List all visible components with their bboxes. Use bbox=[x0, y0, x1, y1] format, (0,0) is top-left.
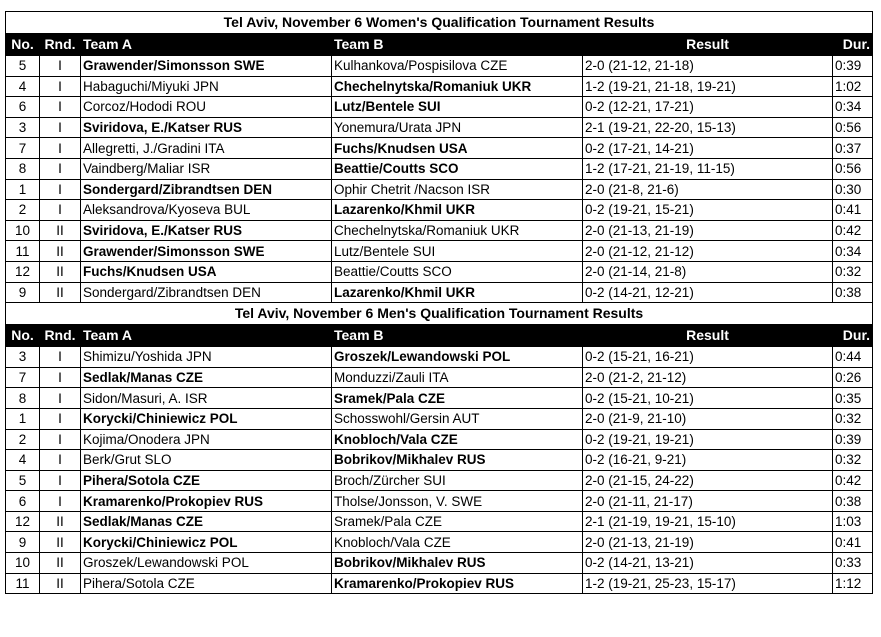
table-row bbox=[6, 220, 873, 241]
round-cell: I bbox=[40, 347, 81, 368]
duration-cell: 0:34 bbox=[833, 97, 873, 118]
table-row bbox=[6, 158, 873, 179]
match-number-cell: 12 bbox=[6, 511, 40, 532]
match-number-cell: 12 bbox=[6, 261, 40, 282]
result-cell: 2-0 (21-14, 21-8) bbox=[583, 261, 833, 282]
section-title: Tel Aviv, November 6 Women's Qualification Tournament Results bbox=[6, 12, 873, 34]
header-result: Result bbox=[583, 34, 833, 56]
duration-cell: 0:34 bbox=[833, 241, 873, 262]
result-cell: 0-2 (14-21, 13-21) bbox=[583, 553, 833, 574]
team-b-cell: Yonemura/Urata JPN bbox=[332, 117, 583, 138]
match-number-cell: 11 bbox=[6, 241, 40, 262]
section-title-row bbox=[6, 303, 873, 325]
section-title-row bbox=[6, 12, 873, 34]
team-a-cell: Habaguchi/Miyuki JPN bbox=[81, 76, 332, 97]
team-a-cell: Fuchs/Knudsen USA bbox=[81, 261, 332, 282]
table-row bbox=[6, 179, 873, 200]
team-a-cell: Allegretti, J./Gradini ITA bbox=[81, 138, 332, 159]
table-row bbox=[6, 450, 873, 471]
table-row bbox=[6, 470, 873, 491]
team-b-cell: Knobloch/Vala CZE bbox=[332, 532, 583, 553]
duration-cell: 0:37 bbox=[833, 138, 873, 159]
duration-cell: 0:44 bbox=[833, 347, 873, 368]
team-b-cell: Tholse/Jonsson, V. SWE bbox=[332, 491, 583, 512]
round-cell: I bbox=[40, 450, 81, 471]
round-cell: II bbox=[40, 573, 81, 594]
team-b-cell: Sramek/Pala CZE bbox=[332, 388, 583, 409]
table-row bbox=[6, 282, 873, 303]
round-cell: II bbox=[40, 241, 81, 262]
result-cell: 2-0 (21-12, 21-12) bbox=[583, 241, 833, 262]
team-b-cell: Bobrikov/Mikhalev RUS bbox=[332, 553, 583, 574]
team-a-cell: Pihera/Sotola CZE bbox=[81, 470, 332, 491]
table-row bbox=[6, 429, 873, 450]
duration-cell: 0:42 bbox=[833, 470, 873, 491]
match-number-cell: 5 bbox=[6, 470, 40, 491]
header-rnd: Rnd. bbox=[40, 325, 81, 347]
duration-cell: 1:03 bbox=[833, 511, 873, 532]
table-row bbox=[6, 117, 873, 138]
team-b-cell: Monduzzi/Zauli ITA bbox=[332, 367, 583, 388]
team-b-cell: Lutz/Bentele SUI bbox=[332, 241, 583, 262]
table-row bbox=[6, 97, 873, 118]
match-number-cell: 2 bbox=[6, 200, 40, 221]
duration-cell: 0:30 bbox=[833, 179, 873, 200]
result-cell: 1-2 (19-21, 21-18, 19-21) bbox=[583, 76, 833, 97]
match-number-cell: 8 bbox=[6, 158, 40, 179]
round-cell: II bbox=[40, 261, 81, 282]
team-a-cell: Sedlak/Manas CZE bbox=[81, 511, 332, 532]
result-cell: 0-2 (15-21, 10-21) bbox=[583, 388, 833, 409]
team-a-cell: Sidon/Masuri, A. ISR bbox=[81, 388, 332, 409]
result-cell: 2-1 (19-21, 22-20, 15-13) bbox=[583, 117, 833, 138]
team-b-cell: Lazarenko/Khmil UKR bbox=[332, 282, 583, 303]
table-row bbox=[6, 56, 873, 77]
team-a-cell: Vaindberg/Maliar ISR bbox=[81, 158, 332, 179]
match-number-cell: 8 bbox=[6, 388, 40, 409]
table-row bbox=[6, 553, 873, 574]
team-b-cell: Lutz/Bentele SUI bbox=[332, 97, 583, 118]
team-b-cell: Kulhankova/Pospisilova CZE bbox=[332, 56, 583, 77]
team-b-cell: Lazarenko/Khmil UKR bbox=[332, 200, 583, 221]
team-b-cell: Ophir Chetrit /Nacson ISR bbox=[332, 179, 583, 200]
team-b-cell: Bobrikov/Mikhalev RUS bbox=[332, 450, 583, 471]
team-a-cell: Grawender/Simonsson SWE bbox=[81, 56, 332, 77]
header-team-a: Team A bbox=[81, 34, 332, 56]
round-cell: II bbox=[40, 511, 81, 532]
match-number-cell: 1 bbox=[6, 179, 40, 200]
round-cell: I bbox=[40, 179, 81, 200]
round-cell: II bbox=[40, 220, 81, 241]
round-cell: I bbox=[40, 470, 81, 491]
duration-cell: 0:33 bbox=[833, 553, 873, 574]
match-number-cell: 1 bbox=[6, 408, 40, 429]
round-cell: I bbox=[40, 491, 81, 512]
team-b-cell: Sramek/Pala CZE bbox=[332, 511, 583, 532]
team-b-cell: Fuchs/Knudsen USA bbox=[332, 138, 583, 159]
team-a-cell: Sviridova, E./Katser RUS bbox=[81, 117, 332, 138]
result-cell: 2-0 (21-13, 21-19) bbox=[583, 532, 833, 553]
round-cell: I bbox=[40, 408, 81, 429]
match-number-cell: 3 bbox=[6, 347, 40, 368]
results-document bbox=[5, 11, 872, 594]
table-row bbox=[6, 388, 873, 409]
team-b-cell: Chechelnytska/Romaniuk UKR bbox=[332, 76, 583, 97]
match-number-cell: 6 bbox=[6, 491, 40, 512]
duration-cell: 0:38 bbox=[833, 282, 873, 303]
match-number-cell: 9 bbox=[6, 282, 40, 303]
round-cell: I bbox=[40, 117, 81, 138]
result-cell: 2-1 (21-19, 19-21, 15-10) bbox=[583, 511, 833, 532]
round-cell: II bbox=[40, 553, 81, 574]
header-rnd: Rnd. bbox=[40, 34, 81, 56]
team-a-cell: Grawender/Simonsson SWE bbox=[81, 241, 332, 262]
duration-cell: 0:41 bbox=[833, 200, 873, 221]
result-cell: 0-2 (17-21, 14-21) bbox=[583, 138, 833, 159]
header-row bbox=[6, 325, 873, 347]
team-a-cell: Korycki/Chiniewicz POL bbox=[81, 532, 332, 553]
duration-cell: 0:39 bbox=[833, 429, 873, 450]
duration-cell: 0:32 bbox=[833, 450, 873, 471]
header-team-b: Team B bbox=[332, 34, 583, 56]
team-a-cell: Sondergard/Zibrandtsen DEN bbox=[81, 282, 332, 303]
team-a-cell: Shimizu/Yoshida JPN bbox=[81, 347, 332, 368]
header-team-a: Team A bbox=[81, 325, 332, 347]
header-no: No. bbox=[6, 325, 40, 347]
team-b-cell: Groszek/Lewandowski POL bbox=[332, 347, 583, 368]
team-a-cell: Corcoz/Hododi ROU bbox=[81, 97, 332, 118]
duration-cell: 0:41 bbox=[833, 532, 873, 553]
team-b-cell: Schosswohl/Gersin AUT bbox=[332, 408, 583, 429]
round-cell: I bbox=[40, 138, 81, 159]
result-cell: 1-2 (19-21, 25-23, 15-17) bbox=[583, 573, 833, 594]
result-cell: 0-2 (16-21, 9-21) bbox=[583, 450, 833, 471]
result-cell: 2-0 (21-2, 21-12) bbox=[583, 367, 833, 388]
table-row bbox=[6, 241, 873, 262]
result-cell: 0-2 (15-21, 16-21) bbox=[583, 347, 833, 368]
match-number-cell: 6 bbox=[6, 97, 40, 118]
header-row bbox=[6, 34, 873, 56]
team-a-cell: Berk/Grut SLO bbox=[81, 450, 332, 471]
match-number-cell: 10 bbox=[6, 553, 40, 574]
team-b-cell: Kramarenko/Prokopiev RUS bbox=[332, 573, 583, 594]
result-cell: 2-0 (21-9, 21-10) bbox=[583, 408, 833, 429]
match-number-cell: 7 bbox=[6, 367, 40, 388]
duration-cell: 0:56 bbox=[833, 158, 873, 179]
round-cell: I bbox=[40, 158, 81, 179]
team-a-cell: Kojima/Onodera JPN bbox=[81, 429, 332, 450]
team-a-cell: Pihera/Sotola CZE bbox=[81, 573, 332, 594]
duration-cell: 0:38 bbox=[833, 491, 873, 512]
match-number-cell: 9 bbox=[6, 532, 40, 553]
table-row bbox=[6, 511, 873, 532]
result-cell: 0-2 (14-21, 12-21) bbox=[583, 282, 833, 303]
result-cell: 0-2 (19-21, 15-21) bbox=[583, 200, 833, 221]
duration-cell: 0:32 bbox=[833, 261, 873, 282]
duration-cell: 0:26 bbox=[833, 367, 873, 388]
match-number-cell: 11 bbox=[6, 573, 40, 594]
duration-cell: 1:12 bbox=[833, 573, 873, 594]
table-row bbox=[6, 367, 873, 388]
table-row bbox=[6, 138, 873, 159]
section-title: Tel Aviv, November 6 Men's Qualification Tournament Results bbox=[6, 303, 873, 325]
team-a-cell: Sviridova, E./Katser RUS bbox=[81, 220, 332, 241]
team-a-cell: Groszek/Lewandowski POL bbox=[81, 553, 332, 574]
result-cell: 2-0 (21-8, 21-6) bbox=[583, 179, 833, 200]
round-cell: I bbox=[40, 388, 81, 409]
match-number-cell: 5 bbox=[6, 56, 40, 77]
match-number-cell: 4 bbox=[6, 450, 40, 471]
result-cell: 0-2 (19-21, 19-21) bbox=[583, 429, 833, 450]
round-cell: II bbox=[40, 282, 81, 303]
match-number-cell: 7 bbox=[6, 138, 40, 159]
match-number-cell: 2 bbox=[6, 429, 40, 450]
round-cell: I bbox=[40, 200, 81, 221]
team-b-cell: Knobloch/Vala CZE bbox=[332, 429, 583, 450]
duration-cell: 0:56 bbox=[833, 117, 873, 138]
header-team-b: Team B bbox=[332, 325, 583, 347]
header-dur: Dur. bbox=[833, 325, 873, 347]
duration-cell: 0:39 bbox=[833, 56, 873, 77]
table-row bbox=[6, 408, 873, 429]
match-number-cell: 4 bbox=[6, 76, 40, 97]
round-cell: I bbox=[40, 367, 81, 388]
team-a-cell: Sondergard/Zibrandtsen DEN bbox=[81, 179, 332, 200]
table-row bbox=[6, 491, 873, 512]
team-a-cell: Kramarenko/Prokopiev RUS bbox=[81, 491, 332, 512]
table-row bbox=[6, 261, 873, 282]
table-row bbox=[6, 76, 873, 97]
table-row bbox=[6, 532, 873, 553]
team-b-cell: Broch/Zürcher SUI bbox=[332, 470, 583, 491]
round-cell: I bbox=[40, 56, 81, 77]
team-a-cell: Sedlak/Manas CZE bbox=[81, 367, 332, 388]
team-a-cell: Aleksandrova/Kyoseva BUL bbox=[81, 200, 332, 221]
team-b-cell: Chechelnytska/Romaniuk UKR bbox=[332, 220, 583, 241]
duration-cell: 0:35 bbox=[833, 388, 873, 409]
table-row bbox=[6, 347, 873, 368]
header-no: No. bbox=[6, 34, 40, 56]
duration-cell: 1:02 bbox=[833, 76, 873, 97]
round-cell: I bbox=[40, 97, 81, 118]
results-table bbox=[5, 11, 873, 594]
match-number-cell: 3 bbox=[6, 117, 40, 138]
result-cell: 0-2 (12-21, 17-21) bbox=[583, 97, 833, 118]
result-cell: 2-0 (21-15, 24-22) bbox=[583, 470, 833, 491]
duration-cell: 0:32 bbox=[833, 408, 873, 429]
table-row bbox=[6, 573, 873, 594]
result-cell: 2-0 (21-13, 21-19) bbox=[583, 220, 833, 241]
header-result: Result bbox=[583, 325, 833, 347]
match-number-cell: 10 bbox=[6, 220, 40, 241]
round-cell: I bbox=[40, 429, 81, 450]
team-b-cell: Beattie/Coutts SCO bbox=[332, 261, 583, 282]
result-cell: 2-0 (21-11, 21-17) bbox=[583, 491, 833, 512]
table-row bbox=[6, 200, 873, 221]
header-dur: Dur. bbox=[833, 34, 873, 56]
team-a-cell: Korycki/Chiniewicz POL bbox=[81, 408, 332, 429]
result-cell: 2-0 (21-12, 21-18) bbox=[583, 56, 833, 77]
result-cell: 1-2 (17-21, 21-19, 11-15) bbox=[583, 158, 833, 179]
round-cell: II bbox=[40, 532, 81, 553]
team-b-cell: Beattie/Coutts SCO bbox=[332, 158, 583, 179]
duration-cell: 0:42 bbox=[833, 220, 873, 241]
round-cell: I bbox=[40, 76, 81, 97]
